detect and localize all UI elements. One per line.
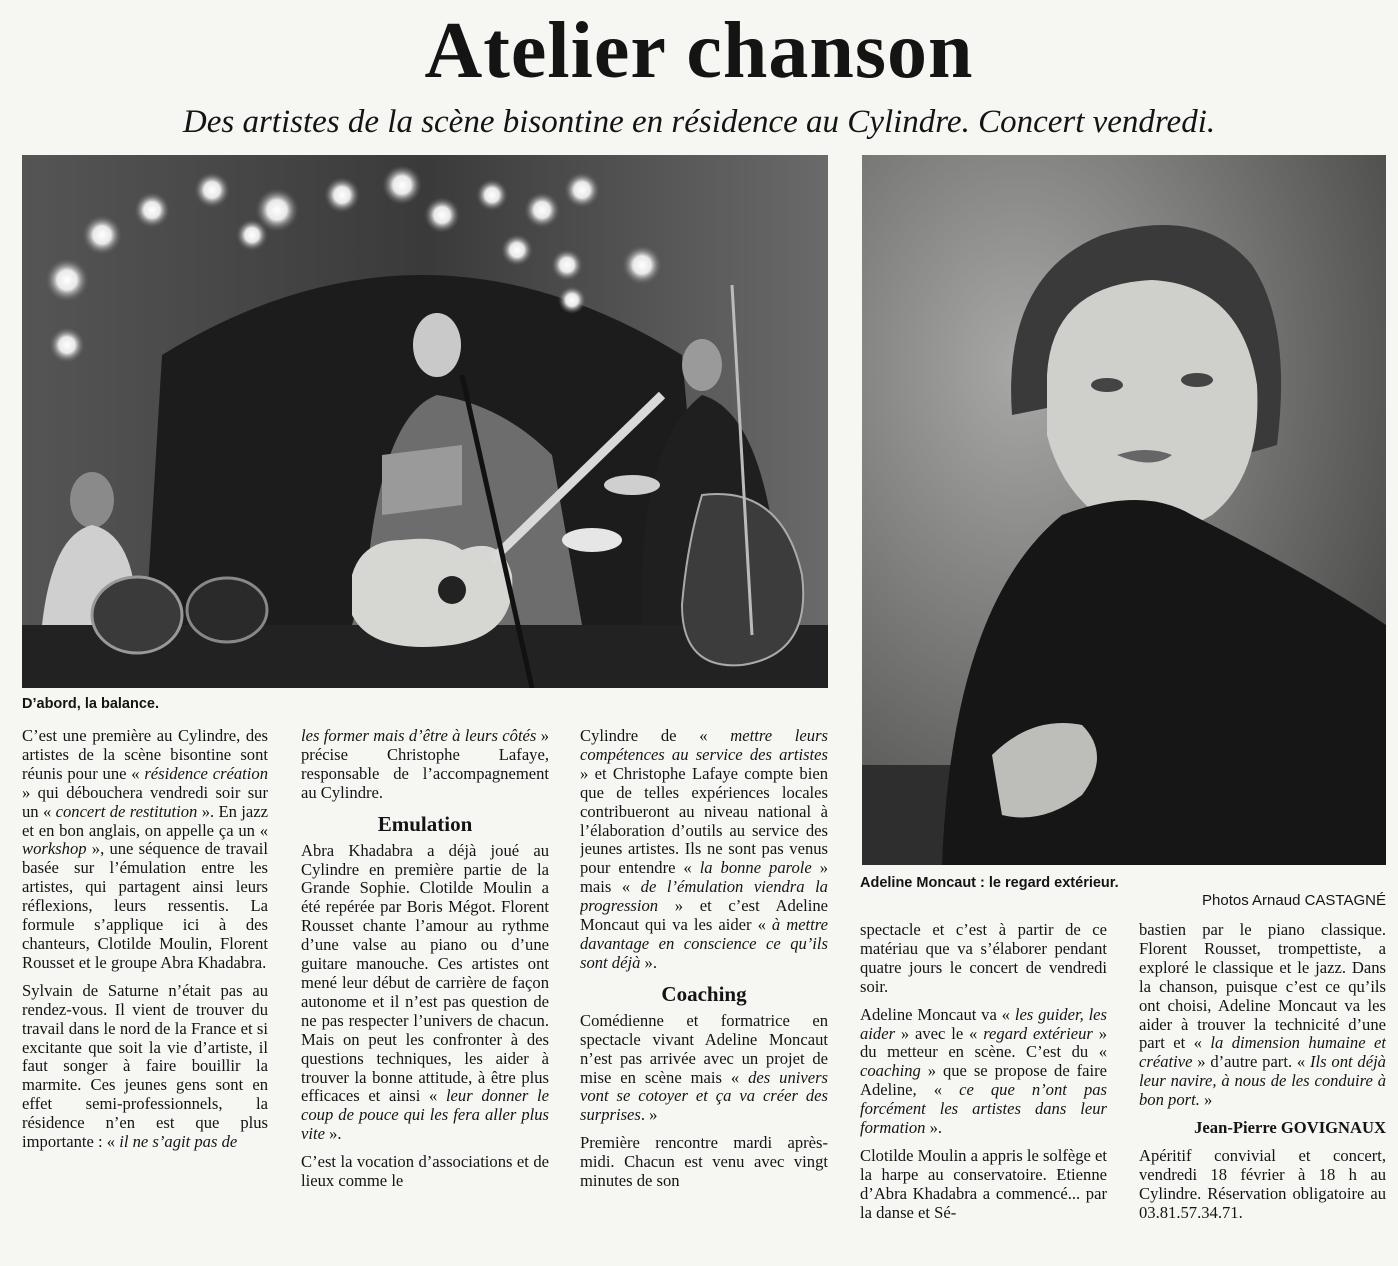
text-column-1: [22, 727, 268, 1257]
paragraph: C’est la vocation d’associations et de lieux comme le: [301, 1152, 549, 1191]
author-signature: Jean-Pierre GOVIGNAUX: [1194, 1118, 1386, 1138]
portrait-photo-caption: Adeline Moncaut : le regard extérieur.: [860, 875, 1119, 891]
subtitle: Des artistes de la scène bisontine en résidence au Cylindre. Concert vendredi.: [182, 104, 1216, 140]
paragraph: bastien par le piano classique. Florent Rousset, trompettiste, a exploré le classique et le jazz. Dans la chanson, puisque c’est ce qu’ils ont choisi, Adeline Moncaut va les aider à trouver la technicité d’une part et « la dimension humaine et créative » d’autre part. « Ils ont déjà leur navire, à nous de les conduire à bon port. »: [1139, 921, 1386, 1110]
text-column-5: [1139, 921, 1386, 1259]
text-column-4: [860, 921, 1107, 1259]
event-info: Apéritif convivial et concert, vendredi 18 février à 18 h au Cylindre. Réservation obligatoire au 03.81.57.34.71.: [1139, 1145, 1386, 1222]
subheading-emulation: Emulation: [377, 811, 473, 836]
portrait-photo: [862, 155, 1386, 865]
paragraph: Clotilde Moulin a appris le solfège et la harpe au conservatoire. Etienne d’Abra Khadabra a commencé... par la danse et Sé-: [860, 1145, 1107, 1222]
text-column-3: [580, 727, 828, 1257]
subheading-coaching: Coaching: [661, 981, 747, 1006]
text-column-2: [301, 727, 549, 1257]
band-photo-caption: D’abord, la balance.: [22, 696, 159, 712]
paragraph: Abra Khadabra a déjà joué au Cylindre en première partie de la Grande Sophie. Clotilde Moulin a été repérée par Boris Mégot. Florent Rousset chante l’amour au rythme d’une valse au piano ou d’une guitare manouche. Ces artistes ont mené leur début de carrière de façon autonome et il n’est pas question de ne pas respecter l’univers de chacun. Mais on peut les confronter à des questions techniques, les aider à trouver la bonne attitude, à être plus efficaces et ainsi « leur donner le coup de pouce qui les fera aller plus vite ».: [301, 840, 549, 1144]
paragraph: Cylindre de « mettre leurs compétences au service des artistes » et Christophe Lafaye compte bien que de telles expériences locales contribueront au niveau national à l’élaboration d’outils au service des jeunes artistes. Ils ne sont pas venus pour entendre « la bonne parole » mais « de l’émulation viendra la progression » et c’est Adeline Moncaut qui va les aider « à mettre davantage en conscience ce qu’ils sont déjà ».: [580, 727, 828, 972]
photo-credit: Photos Arnaud CASTAGNÉ: [1202, 892, 1386, 909]
band-photo: [22, 155, 828, 688]
paragraph: les former mais d’être à leurs côtés » précise Christophe Lafaye, responsable de l’accompagnement au Cylindre.: [301, 727, 549, 802]
paragraph: C’est une première au Cylindre, des artistes de la scène bisontine sont réunis pour une « résidence création » qui débouchera vendredi soir sur un « concert de restitution ». En jazz et en bon anglais, on appelle ça un « workshop », une séquence de travail basée sur l’émulation entre les artistes, qui partagent ainsi leurs réflexions, leurs ressentis. La formule s’applique ici à des chanteurs, Clotilde Moulin, Florent Rousset et le groupe Abra Khadabra.: [22, 727, 268, 972]
paragraph: spectacle et c’est à partir de ce matériau que va s’élaborer pendant quatre jours le concert de vendredi soir.: [860, 921, 1107, 996]
paragraph: Adeline Moncaut va « les guider, les aider » avec le « regard extérieur » du metteur en scène. C’est du « coaching » que se propose de faire Adeline, « ce que n’ont pas forcément les artistes dans leur formation ».: [860, 1004, 1107, 1138]
paragraph: Sylvain de Saturne n’était pas au rendez-vous. Il vient de trouver du travail dans le nord de la France et si excitante que soit la vie d’artiste, il faut songer à faire bouillir la marmite. Ces jeunes gens sont en effet semi-professionnels, la résidence n’en est que plus importante : « il ne s’agit pas de: [22, 980, 268, 1152]
paragraph: Comédienne et formatrice en spectacle vivant Adeline Moncaut n’est pas arrivée avec un projet de mise en scène mais « des univers vont se cotoyer et ça va créer des surprises. »: [580, 1010, 828, 1125]
headline: Atelier chanson: [424, 7, 974, 95]
paragraph: Première rencontre mardi après-midi. Chacun est venu avec vingt minutes de son: [580, 1133, 828, 1191]
